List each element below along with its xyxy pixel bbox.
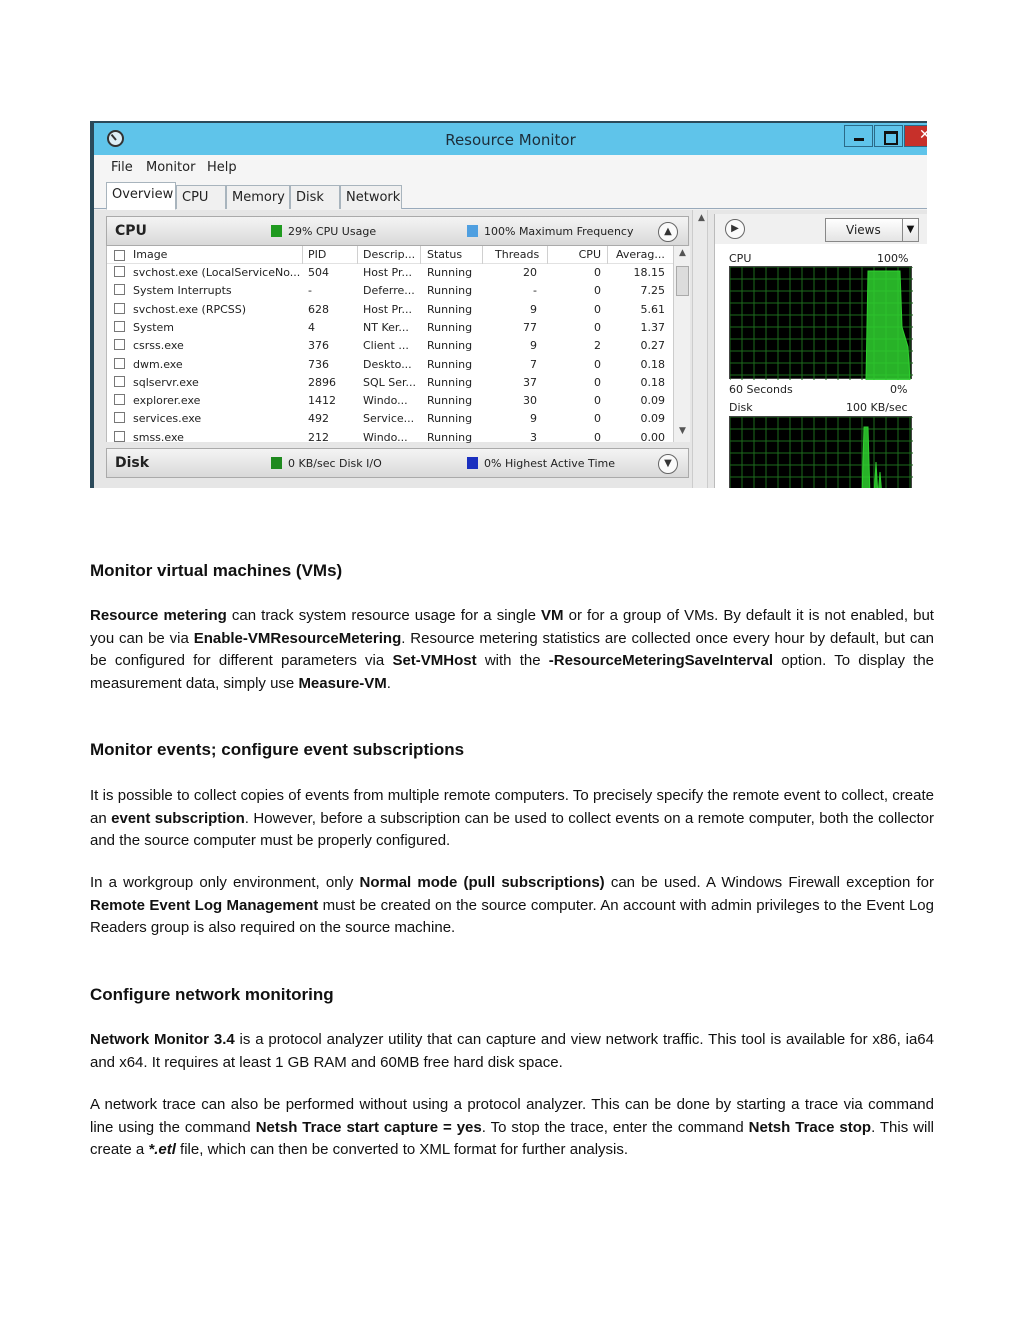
tab-disk[interactable]: Disk [290, 185, 340, 209]
menu-help[interactable]: Help [207, 160, 237, 175]
row-checkbox[interactable] [114, 266, 125, 277]
table-cell: Running [427, 266, 473, 279]
table-cell: 5.61 [640, 302, 665, 316]
row-checkbox[interactable] [114, 321, 125, 332]
frequency-legend-swatch [467, 225, 478, 237]
row-checkbox[interactable] [114, 284, 125, 295]
menu-bar [94, 155, 927, 179]
table-cell: Running [427, 357, 473, 371]
col-threads[interactable]: Threads [495, 248, 540, 261]
table-cell: 628 [308, 302, 329, 316]
graph-panel [714, 214, 927, 488]
table-cell: 0 [594, 320, 601, 334]
cpu-graph-time: 60 Seconds [729, 383, 793, 396]
table-cell: 0.27 [640, 339, 665, 353]
row-checkbox[interactable] [114, 303, 125, 314]
table-cell: Deskto... [363, 357, 412, 371]
table-cell: System [133, 320, 175, 334]
table-cell: sqlservr.exe [133, 375, 199, 389]
cpu-section-title: CPU [115, 223, 147, 239]
table-cell: - [308, 284, 312, 298]
resource-monitor-screenshot [90, 121, 927, 488]
table-cell: 0.09 [640, 394, 665, 408]
paragraph-network-monitor: Network Monitor 3.4 is a protocol analyzer utility that can capture and view network traffic. This tool is available for x86, ia64 and x64. It requires at least 1 GB RAM and 60MB free hard disk space. [90, 1031, 934, 1071]
table-cell: 0.18 [640, 375, 665, 389]
table-cell: csrss.exe [133, 339, 184, 353]
views-dropdown[interactable] [825, 218, 919, 242]
table-cell: svchost.exe (LocalServiceNo... [133, 266, 301, 279]
row-checkbox[interactable] [114, 431, 125, 442]
table-cell: System Interrupts [133, 284, 232, 298]
col-pid[interactable]: PID [308, 248, 327, 261]
disk-graph-label: Disk [729, 401, 753, 414]
heading-network-monitoring: Configure network monitoring [90, 985, 334, 1004]
table-cell: 30 [523, 394, 537, 408]
scroll-thumb[interactable] [676, 266, 689, 296]
expand-disk-button[interactable]: ▼ [658, 454, 678, 474]
table-cell: Running [427, 302, 473, 316]
cpu-graph-label: CPU [729, 252, 752, 265]
table-cell: Running [427, 412, 473, 426]
table-cell: 0 [594, 412, 601, 426]
views-label: Views [846, 223, 881, 237]
table-row[interactable] [107, 337, 673, 355]
table-cell: 9 [530, 339, 537, 353]
table-cell: 0 [594, 375, 601, 389]
table-cell: services.exe [133, 412, 202, 426]
table-cell: 0 [594, 357, 601, 371]
tab-overview[interactable]: Overview [106, 182, 176, 210]
disk-graph-max: 100 KB/sec [846, 401, 908, 414]
tab-memory[interactable]: Memory [226, 185, 290, 209]
chevron-down-icon: ▼ [902, 219, 918, 241]
table-cell: dwm.exe [133, 357, 183, 371]
heading-monitor-vms: Monitor virtual machines (VMs) [90, 561, 343, 580]
cpu-graph-plot [730, 267, 913, 380]
scroll-down-icon[interactable]: ▼ [679, 426, 686, 436]
col-description[interactable]: Descrip... [363, 248, 416, 261]
select-all-checkbox[interactable] [114, 250, 125, 261]
paragraph-network-trace: A network trace can also be performed without using a protocol analyzer. This can be done by starting a trace via command line using the command Netsh Trace start capture = yes. To stop the trace, enter the command Netsh Trace stop. This will create a *.etl file, which can then be converted to XML format for further analysis. [90, 1096, 935, 1158]
active-time-text: 0% Highest Active Time [484, 457, 615, 470]
table-cell: SQL Ser... [363, 375, 417, 389]
table-cell: 0 [594, 394, 601, 408]
heading-monitor-events: Monitor events; configure event subscriptions [90, 740, 465, 759]
table-cell: 7.25 [640, 284, 665, 298]
table-row[interactable] [107, 282, 673, 300]
table-cell: 4 [308, 320, 315, 334]
disk-io-legend-swatch [271, 457, 282, 469]
table-cell: 7 [530, 357, 537, 371]
table-cell: 2896 [308, 375, 336, 389]
process-table-scrollbar[interactable] [673, 246, 690, 442]
table-cell: 1.37 [640, 320, 665, 334]
cpu-graph-min: 0% [890, 383, 908, 396]
table-cell: svchost.exe (RPCSS) [133, 302, 247, 316]
disk-section-header[interactable] [106, 448, 689, 478]
row-checkbox[interactable] [114, 412, 125, 423]
table-cell: 0.18 [640, 357, 665, 371]
table-cell: Service... [363, 412, 415, 426]
table-header [107, 246, 673, 264]
disk-graph-plot [730, 417, 913, 488]
menu-file[interactable]: File [111, 160, 133, 175]
process-table [106, 246, 689, 442]
frequency-text: 100% Maximum Frequency [484, 225, 634, 238]
table-cell: - [533, 284, 537, 298]
table-cell: Host Pr... [363, 266, 412, 279]
table-cell: 20 [523, 266, 537, 279]
table-cell: 212 [308, 430, 329, 444]
main-scroll-up-icon[interactable]: ▲ [698, 213, 705, 223]
disk-graph [729, 416, 912, 488]
table-cell: smss.exe [133, 430, 184, 444]
table-row[interactable] [107, 356, 673, 374]
table-cell: 3 [530, 430, 537, 444]
table-cell: 0.00 [640, 430, 665, 444]
minimize-button[interactable] [844, 125, 873, 147]
table-row[interactable] [107, 429, 673, 447]
table-cell: 9 [530, 412, 537, 426]
table-cell: Running [427, 320, 473, 334]
graph-toolbar [715, 214, 927, 244]
disk-section-title: Disk [115, 455, 150, 471]
close-button[interactable] [904, 125, 927, 147]
row-checkbox[interactable] [114, 358, 125, 369]
table-cell: 1412 [308, 394, 336, 408]
expand-panel-button[interactable]: ▶ [725, 219, 745, 239]
tab-network[interactable]: Network [340, 185, 402, 209]
table-row[interactable] [107, 410, 673, 428]
table-cell: Client ... [363, 339, 409, 353]
cpu-usage-text: 29% CPU Usage [288, 225, 377, 238]
table-cell: 0 [594, 266, 601, 279]
table-cell: Windo... [363, 394, 408, 408]
row-checkbox[interactable] [114, 394, 125, 405]
collapse-cpu-button[interactable]: ▲ [658, 222, 678, 242]
table-cell: Running [427, 284, 473, 298]
tab-cpu[interactable]: CPU [176, 185, 226, 209]
paragraph-resource-metering: Resource metering can track system resource usage for a single VM or for a group of VMs. By default it is not enabled, but you can be via Enable-VMResourceMetering. Resource metering statistics are collected once every hour by default, but can be configured for different parameters via Set-VMHost with the -ResourceMeteringSaveInterval option. To display the measurement data, simply use Measure-VM. [90, 607, 935, 692]
table-cell: 0.09 [640, 412, 665, 426]
table-cell: 0 [594, 430, 601, 444]
table-cell: 492 [308, 412, 329, 426]
table-cell: Running [427, 394, 473, 408]
paragraph-workgroup: In a workgroup only environment, only Normal mode (pull subscriptions) can be used. A Windows Firewall exception for Remote Event Log Management must be created on the source computer. An account with admin privileges to the Event Log Readers group is also required on the source machine. [90, 874, 935, 936]
cpu-graph-max: 100% [877, 252, 909, 265]
table-row[interactable] [107, 392, 673, 410]
cpu-usage-legend-swatch [271, 225, 282, 237]
table-cell: 18.15 [633, 266, 665, 279]
table-cell: Deferre... [363, 284, 415, 298]
table-cell: 2 [594, 339, 601, 353]
col-status[interactable]: Status [427, 248, 463, 261]
col-cpu[interactable]: CPU [578, 248, 601, 261]
col-average[interactable]: Averag... [616, 248, 665, 261]
table-cell: Running [427, 375, 473, 389]
table-cell: 736 [308, 357, 329, 371]
table-row[interactable] [107, 374, 673, 392]
table-row[interactable] [107, 264, 673, 282]
row-checkbox[interactable] [114, 376, 125, 387]
tab-bar [94, 179, 927, 209]
overview-content [94, 210, 927, 488]
table-cell: NT Ker... [363, 320, 409, 334]
table-row[interactable] [107, 319, 673, 337]
title-bar [94, 123, 927, 155]
paragraph-event-subscription: It is possible to collect copies of events from multiple remote computers. To precisely specify the remote event to collect, create an event subscription. However, before a subscription can be used to collect events on a remote computer, both the collector and the source computer must be properly configured. [90, 787, 935, 849]
cpu-section-header[interactable] [106, 216, 689, 246]
maximize-button[interactable] [874, 125, 903, 147]
window-title: Resource Monitor [445, 131, 576, 149]
table-cell: Running [427, 339, 473, 353]
table-cell: 376 [308, 339, 329, 353]
table-cell: Host Pr... [363, 302, 412, 316]
cpu-graph [729, 266, 912, 379]
main-scrollbar[interactable] [692, 210, 708, 488]
table-cell: 0 [594, 302, 601, 316]
table-cell: 504 [308, 266, 329, 279]
table-cell: Windo... [363, 430, 408, 444]
table-row[interactable] [107, 301, 673, 319]
active-time-legend-swatch [467, 457, 478, 469]
disk-io-text: 0 KB/sec Disk I/O [288, 457, 382, 470]
table-cell: explorer.exe [133, 394, 201, 408]
table-cell: 37 [523, 375, 537, 389]
row-checkbox[interactable] [114, 339, 125, 350]
table-cell: 0 [594, 284, 601, 298]
col-image[interactable]: Image [133, 248, 168, 261]
table-cell: 9 [530, 302, 537, 316]
table-cell: Running [427, 430, 473, 444]
menu-monitor[interactable]: Monitor [146, 160, 196, 175]
scroll-up-icon[interactable]: ▲ [679, 248, 686, 258]
table-cell: 77 [523, 320, 537, 334]
